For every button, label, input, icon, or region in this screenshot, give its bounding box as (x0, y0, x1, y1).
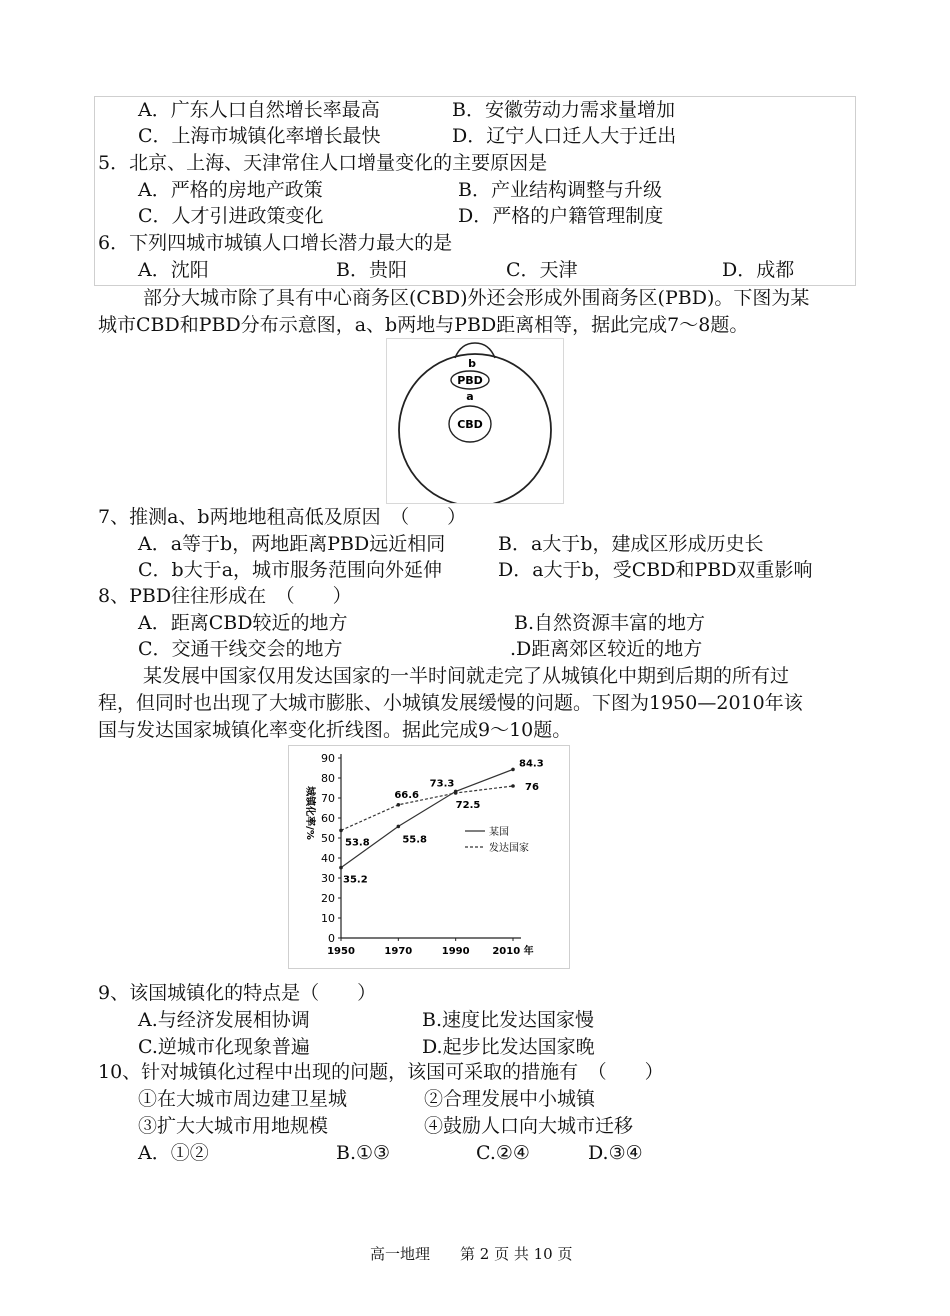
y-tick-label: 40 (321, 852, 335, 865)
intro-9-10-line1: 某发展中国家仅用发达国家的一半时间就走完了从城镇化中期到后期的所有过 (143, 665, 790, 687)
y-axis-label: 城镇化率/% (304, 786, 315, 840)
option-b: B．安徽劳动力需求量增加 (452, 99, 675, 121)
data-label: 55.8 (402, 834, 428, 846)
q9-stem: 9、该国城镇化的特点是（ ） (98, 982, 377, 1004)
q5-option-d: D．严格的户籍管理制度 (458, 205, 664, 227)
y-tick-label: 0 (328, 932, 335, 945)
x-tick-label: 1990 (441, 946, 470, 957)
data-label: 66.6 (394, 789, 420, 801)
data-label: 53.8 (345, 837, 370, 849)
data-label: 35.2 (343, 874, 368, 886)
data-label: 84.3 (519, 758, 544, 770)
q9-option-c: C.逆城市化现象普遍 (138, 1036, 310, 1058)
q6-option-d: D．成都 (722, 259, 795, 281)
q5-option-b: B．产业结构调整与升级 (458, 179, 662, 201)
data-point (339, 829, 343, 833)
q5-stem: 5．北京、上海、天津常住人口增量变化的主要原因是 (98, 152, 548, 174)
legend-label: 发达国家 (489, 843, 529, 854)
q9-option-d: D.起步比发达国家晚 (422, 1036, 595, 1058)
legend-label: 某国 (489, 827, 509, 838)
q10-option-a: A．①② (138, 1142, 209, 1164)
urbanization-line-chart (288, 745, 570, 969)
intro-7-8-line1: 部分大城市除了具有中心商务区(CBD)外还会形成外围商务区(PBD)。下图为某 (143, 287, 810, 309)
q10-statement-3: ③扩大大城市用地规模 (138, 1115, 329, 1137)
data-label: 76 (525, 782, 539, 793)
q7-option-d: D．a大于b，受CBD和PBD双重影响 (498, 559, 813, 581)
q6-stem: 6．下列四城市城镇人口增长潜力最大的是 (98, 232, 453, 254)
option-c: C．上海市城镇化率增长最快 (138, 125, 381, 147)
x-tick-label: 2010 年 (492, 946, 534, 957)
label-a: a (466, 390, 474, 403)
q9-option-b: B.速度比发达国家慢 (422, 1009, 595, 1031)
label-cbd: CBD (457, 418, 483, 431)
intro-9-10-line3: 国与发达国家城镇化率变化折线图。据此完成9～10题。 (98, 719, 572, 741)
label-pbd: PBD (457, 374, 483, 387)
intro-7-8-line2: 城市CBD和PBD分布示意图，a、b两地与PBD距离相等，据此完成7～8题。 (98, 314, 749, 336)
q5-option-c: C．人才引进政策变化 (138, 205, 324, 227)
option-a: A．广东人口自然增长率最高 (138, 99, 380, 121)
q10-option-d: D.③④ (588, 1142, 643, 1164)
option-d: D．辽宁人口迁人大于迁出 (452, 125, 677, 147)
data-label: 72.5 (455, 800, 481, 811)
y-tick-label: 30 (321, 872, 335, 885)
data-point (397, 825, 401, 829)
data-label: 73.3 (429, 778, 455, 790)
q7-option-c: C．b大于a，城市服务范围向外延伸 (138, 559, 443, 581)
y-tick-label: 70 (321, 792, 335, 805)
y-tick-label: 90 (321, 752, 335, 765)
y-tick-label: 80 (321, 772, 335, 785)
label-b: b (468, 357, 476, 370)
data-point (511, 768, 515, 772)
page-footer: 高一地理 第 2 页 共 10 页 (370, 1245, 573, 1263)
q10-statement-2: ②合理发展中小城镇 (424, 1088, 596, 1110)
q10-stem: 10、针对城镇化过程中出现的问题，该国可采取的措施有 （ ） (98, 1061, 664, 1083)
intro-9-10-line2: 程，但同时也出现了大城市膨胀、小城镇发展缓慢的问题。下图为1950—2010年该 (98, 692, 803, 714)
y-tick-label: 10 (321, 912, 335, 925)
q6-option-b: B．贵阳 (336, 259, 407, 281)
data-point (511, 784, 515, 788)
q8-option-a: A．距离CBD较近的地方 (138, 612, 348, 634)
q9-option-a: A.与经济发展相协调 (138, 1009, 310, 1031)
y-tick-label: 60 (321, 812, 335, 825)
y-tick-label: 20 (321, 892, 335, 905)
q7-option-a: A．a等于b，两地距离PBD远近相同 (138, 533, 446, 555)
q7-option-b: B．a大于b，建成区形成历史长 (498, 533, 764, 555)
q8-option-b: B.自然资源丰富的地方 (514, 612, 706, 634)
data-point (397, 803, 401, 807)
q10-option-c: C.②④ (476, 1142, 530, 1164)
q8-option-d: .D距离郊区较近的地方 (510, 638, 703, 660)
q6-option-a: A．沈阳 (138, 259, 209, 281)
x-tick-label: 1950 (327, 946, 355, 957)
cbd-pbd-diagram (386, 338, 564, 504)
series-line-1 (341, 769, 513, 867)
y-tick-label: 50 (321, 832, 335, 845)
x-tick-label: 1970 (384, 946, 413, 957)
q8-option-c: C．交通干线交会的地方 (138, 638, 343, 660)
q10-statement-1: ①在大城市周边建卫星城 (138, 1088, 348, 1110)
data-point (339, 866, 343, 870)
q6-option-c: C．天津 (506, 259, 578, 281)
q8-stem: 8、PBD往往形成在 （ ） (98, 585, 352, 607)
data-point (454, 791, 458, 795)
q5-option-a: A．严格的房地产政策 (138, 179, 323, 201)
q10-statement-4: ④鼓励人口向大城市迁移 (424, 1115, 634, 1137)
q10-option-b: B.①③ (336, 1142, 391, 1164)
q7-stem: 7、推测a、b两地地租高低及原因 （ ） (98, 506, 467, 528)
